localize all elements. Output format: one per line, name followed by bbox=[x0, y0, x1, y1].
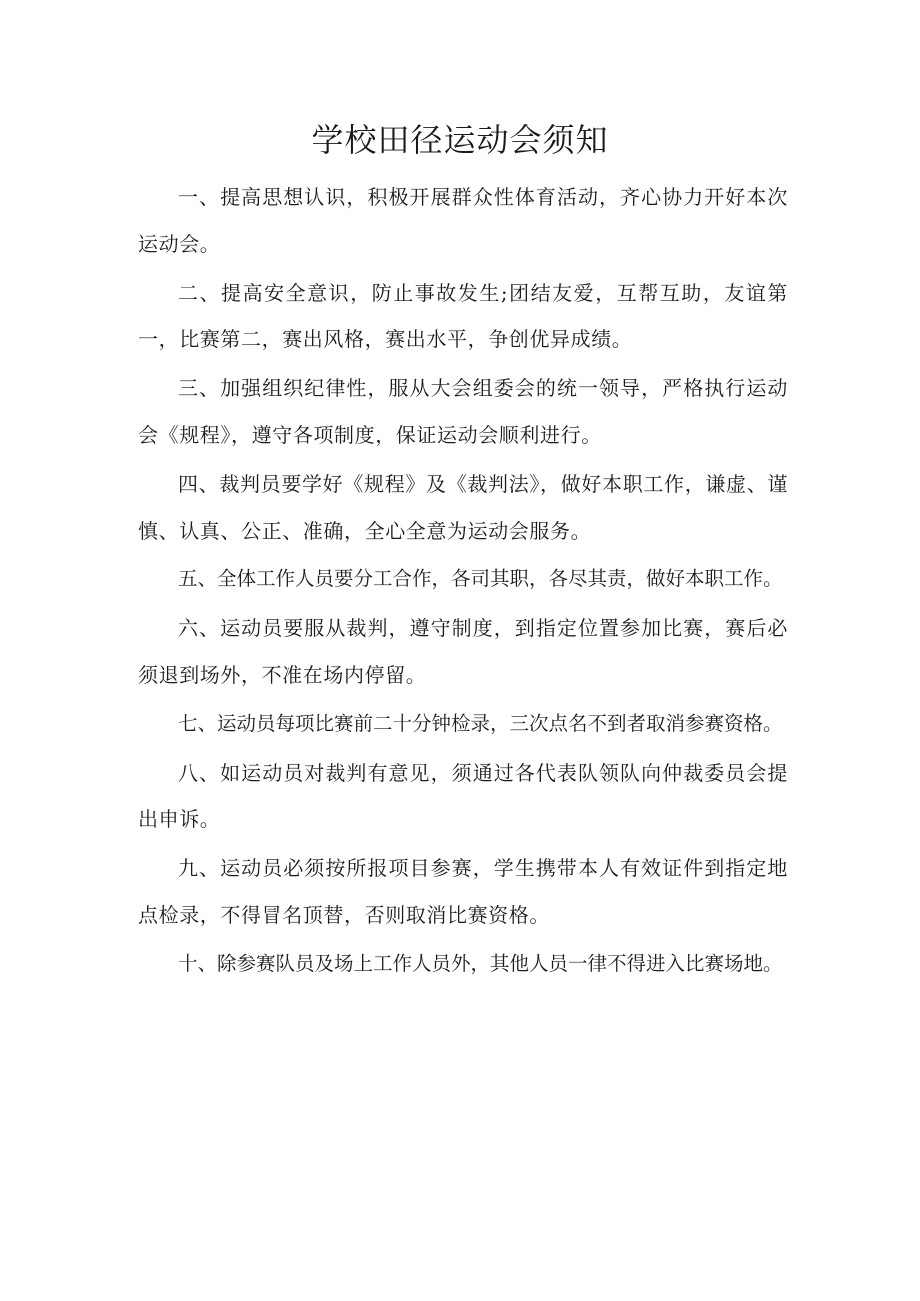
rule-item-5: 五、全体工作人员要分工合作，各司其职，各尽其责，做好本职工作。 bbox=[178, 567, 783, 591]
rule-item-9: 九、运动员必须按所报项目参赛，学生携带本人有效证件到指定地点检录，不得冒名顶替，否则取消比赛资格。 bbox=[138, 856, 788, 927]
rule-item-10: 十、除参赛队员及场上工作人员外，其他人员一律不得进入比赛场地。 bbox=[178, 951, 783, 975]
document-title: 学校田径运动会须知 bbox=[311, 121, 609, 159]
rule-item-2: 二、提高安全意识，防止事故发生;团结友爱，互帮互助，友谊第一，比赛第二，赛出风格，赛出水平，争创优异成绩。 bbox=[138, 280, 788, 352]
rule-item-8: 八、如运动员对裁判有意见，须通过各代表队领队向仲裁委员会提出申诉。 bbox=[138, 760, 788, 832]
rule-item-3: 三、加强组织纪律性，服从大会组委会的统一领导，严格执行运动会《规程》，遵守各项制度，保证运动会顺利进行。 bbox=[138, 376, 788, 447]
rule-item-7: 七、运动员每项比赛前二十分钟检录，三次点名不到者取消参赛资格。 bbox=[178, 711, 783, 735]
rule-item-4: 四、裁判员要学好《规程》及《裁判法》，做好本职工作，谦虚、谨慎、认真、公正、准确，全心全意为运动会服务。 bbox=[138, 471, 788, 543]
document-body bbox=[138, 174, 788, 990]
rule-item-1: 一、提高思想认识，积极开展群众性体育活动，齐心协力开好本次运动会。 bbox=[138, 185, 788, 256]
rule-item-6: 六、运动员要服从裁判，遵守制度，到指定位置参加比赛，赛后必须退到场外，不准在场内停留。 bbox=[138, 616, 788, 687]
